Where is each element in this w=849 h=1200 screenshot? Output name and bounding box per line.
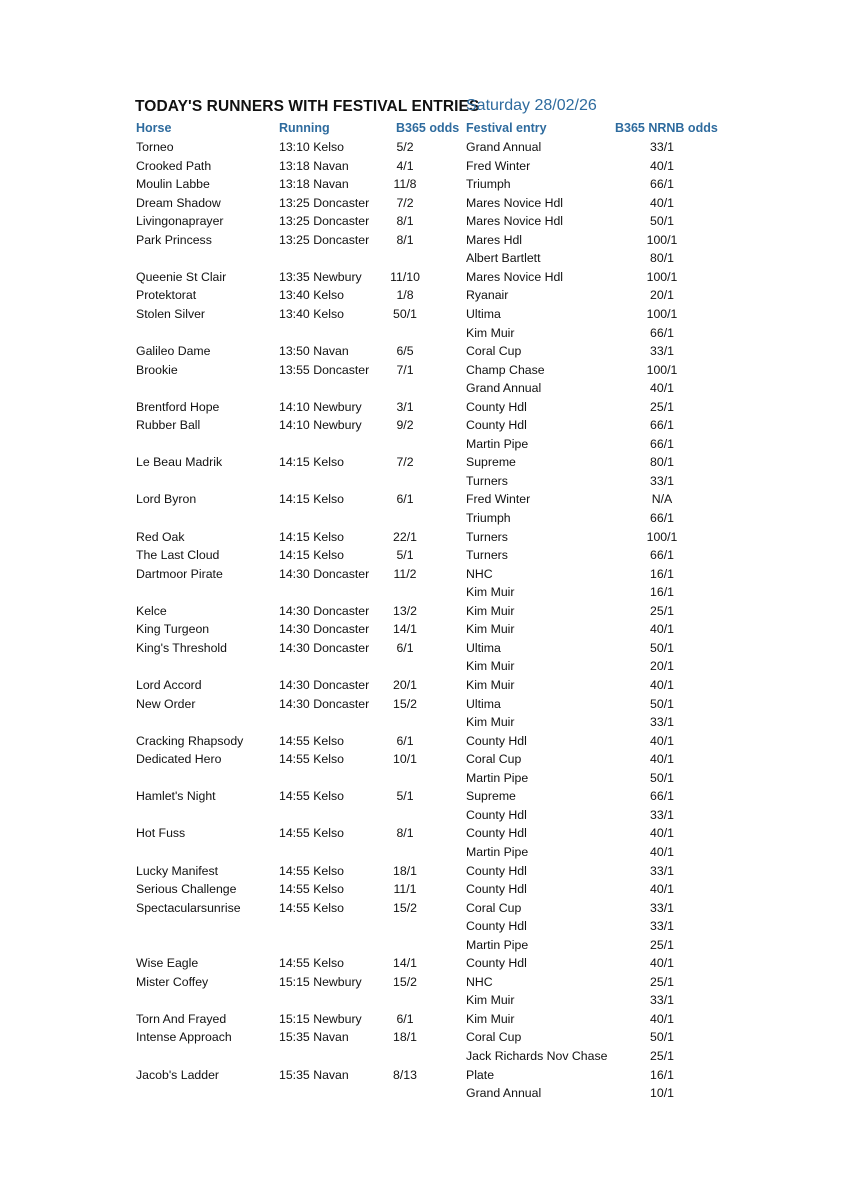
festival-entry: Kim Muir	[466, 603, 515, 618]
festival-entry: Grand Annual	[466, 1086, 542, 1101]
table-row	[0, 305, 849, 324]
b365-odds: 50/1	[393, 307, 417, 321]
table-row	[0, 416, 849, 435]
table-row	[0, 732, 849, 751]
nrnb-odds: 25/1	[650, 399, 674, 414]
festival-entry: Albert Bartlett	[466, 251, 541, 266]
race-time: 14:55 Kelso	[279, 863, 344, 878]
table-row	[0, 453, 849, 472]
b365-odds: 7/2	[396, 455, 414, 470]
nrnb-odds: 100/1	[646, 362, 678, 377]
nrnb-odds: 66/1	[650, 418, 674, 433]
horse-name: Hot Fuss	[136, 826, 186, 841]
festival-entry: Kim Muir	[466, 678, 515, 692]
horse-name: Moulin Labbe	[136, 177, 210, 192]
table-row	[0, 936, 849, 955]
nrnb-odds: 16/1	[650, 585, 674, 600]
header-horse: Horse	[136, 121, 172, 135]
race-time: 13:35 Newbury	[279, 269, 362, 284]
horse-name: Le Beau Madrik	[136, 455, 223, 470]
festival-entry: Ultima	[466, 307, 501, 321]
festival-entry: Triumph	[466, 511, 511, 525]
festival-entry: Ryanair	[466, 288, 509, 303]
race-time: 14:55 Kelso	[279, 882, 344, 896]
table-row	[0, 750, 849, 769]
festival-entry: Supreme	[466, 455, 516, 470]
table-row	[0, 1028, 849, 1047]
horse-name: Intense Approach	[136, 1030, 232, 1045]
table-row	[0, 620, 849, 639]
table-row	[0, 398, 849, 417]
festival-entry: Grand Annual	[466, 140, 542, 154]
festival-entry: Kim Muir	[466, 622, 515, 637]
festival-entry: Supreme	[466, 789, 516, 804]
page-title: TODAY'S RUNNERS WITH FESTIVAL ENTRIES	[135, 98, 480, 115]
b365-odds: 14/1	[393, 622, 417, 637]
nrnb-odds: 33/1	[650, 473, 674, 488]
horse-name: Red Oak	[136, 529, 185, 544]
nrnb-odds: 66/1	[650, 789, 674, 804]
table-row	[0, 602, 849, 621]
nrnb-odds: 20/1	[650, 288, 674, 303]
festival-entry: Kim Muir	[466, 1011, 515, 1026]
festival-entry: Mares Novice Hdl	[466, 269, 564, 284]
nrnb-odds: 40/1	[650, 678, 674, 692]
race-time: 14:55 Kelso	[279, 956, 344, 971]
table-row	[0, 546, 849, 565]
horse-name: Wise Eagle	[136, 956, 199, 971]
race-time: 13:40 Kelso	[279, 307, 344, 321]
b365-odds: 9/2	[396, 418, 414, 433]
b365-odds: 5/2	[396, 140, 414, 154]
nrnb-odds: 16/1	[650, 566, 674, 581]
nrnb-odds: 25/1	[650, 974, 674, 989]
nrnb-odds: 50/1	[650, 696, 674, 711]
b365-odds: 11/1	[393, 882, 417, 896]
race-time: 14:55 Kelso	[279, 752, 344, 767]
race-time: 14:30 Doncaster	[279, 603, 370, 618]
race-time: 14:55 Kelso	[279, 826, 344, 841]
table-row	[0, 138, 849, 157]
nrnb-odds: 40/1	[650, 1011, 674, 1026]
horse-name: Hamlet's Night	[136, 789, 216, 804]
race-time: 14:30 Doncaster	[279, 566, 370, 581]
table-row	[0, 324, 849, 343]
nrnb-odds: 100/1	[646, 269, 678, 284]
nrnb-odds: 100/1	[646, 529, 678, 544]
race-time: 14:55 Kelso	[279, 900, 344, 915]
b365-odds: 11/10	[390, 269, 420, 284]
festival-entry: Martin Pipe	[466, 844, 529, 859]
horse-name: Galileo Dame	[136, 344, 211, 359]
festival-entry: County Hdl	[466, 919, 527, 934]
festival-entry: Turners	[466, 529, 508, 544]
race-time: 13:25 Doncaster	[279, 195, 370, 210]
table-row	[0, 157, 849, 176]
nrnb-odds: 50/1	[650, 640, 674, 655]
race-time: 13:55 Doncaster	[279, 362, 370, 377]
festival-entry: Coral Cup	[466, 1030, 522, 1045]
b365-odds: 5/1	[396, 789, 414, 804]
table-row	[0, 212, 849, 231]
b365-odds: 8/1	[396, 826, 414, 841]
table-row	[0, 899, 849, 918]
table-row	[0, 917, 849, 936]
race-time: 14:15 Kelso	[279, 492, 344, 507]
page-date: Saturday 28/02/26	[466, 97, 597, 114]
horse-name: Lucky Manifest	[136, 863, 219, 878]
table-row	[0, 843, 849, 862]
table-row	[0, 472, 849, 491]
b365-odds: 4/1	[396, 158, 414, 173]
horse-name: Mister Coffey	[136, 974, 209, 989]
festival-entry: Coral Cup	[466, 344, 522, 359]
nrnb-odds: 40/1	[650, 733, 674, 748]
table-row	[0, 954, 849, 973]
b365-odds: 18/1	[393, 863, 417, 878]
festival-entry: County Hdl	[466, 807, 527, 822]
race-time: 15:15 Newbury	[279, 974, 362, 989]
festival-entry: Mares Novice Hdl	[466, 214, 564, 229]
race-time: 15:15 Newbury	[279, 1011, 362, 1026]
horse-name: Kelce	[136, 603, 167, 618]
race-time: 13:18 Navan	[279, 177, 349, 192]
b365-odds: 8/1	[396, 232, 414, 247]
horse-name: Crooked Path	[136, 158, 212, 173]
table-row	[0, 676, 849, 695]
table-row	[0, 787, 849, 806]
nrnb-odds: 40/1	[650, 956, 674, 971]
header-running: Running	[279, 121, 330, 135]
table-row	[0, 1047, 849, 1066]
horse-name: Spectacularsunrise	[136, 900, 241, 915]
horse-name: The Last Cloud	[136, 548, 220, 563]
festival-entry: Kim Muir	[466, 715, 515, 730]
b365-odds: 8/1	[396, 214, 414, 229]
nrnb-odds: 25/1	[650, 1049, 674, 1063]
horse-name: Livingonaprayer	[136, 214, 224, 229]
festival-entry: Fred Winter	[466, 492, 531, 507]
table-row	[0, 490, 849, 509]
table-row	[0, 695, 849, 714]
horse-name: Jacob's Ladder	[136, 1067, 220, 1082]
b365-odds: 13/2	[393, 603, 417, 618]
horse-name: Protektorat	[136, 288, 197, 303]
table-row	[0, 509, 849, 528]
horse-name: Lord Accord	[136, 678, 202, 692]
race-time: 14:15 Kelso	[279, 455, 344, 470]
nrnb-odds: 50/1	[650, 770, 674, 785]
table-row	[0, 862, 849, 881]
festival-entry: Triumph	[466, 177, 511, 192]
nrnb-odds: 80/1	[650, 455, 674, 470]
table-row	[0, 713, 849, 732]
horse-name: Stolen Silver	[136, 307, 206, 321]
horse-name: Park Princess	[136, 232, 212, 247]
nrnb-odds: 33/1	[650, 993, 674, 1008]
nrnb-odds: 80/1	[650, 251, 674, 266]
nrnb-odds: 50/1	[650, 1030, 674, 1045]
table-row	[0, 175, 849, 194]
festival-entry: County Hdl	[466, 882, 527, 896]
race-time: 14:10 Newbury	[279, 418, 362, 433]
nrnb-odds: 33/1	[650, 715, 674, 730]
race-time: 13:25 Doncaster	[279, 214, 370, 229]
nrnb-odds: 40/1	[650, 882, 674, 896]
table-row	[0, 769, 849, 788]
race-time: 14:55 Kelso	[279, 789, 344, 804]
b365-odds: 11/2	[393, 566, 417, 581]
festival-entry: Grand Annual	[466, 381, 542, 396]
nrnb-odds: 40/1	[650, 826, 674, 841]
nrnb-odds: 100/1	[646, 307, 678, 321]
table-row	[0, 435, 849, 454]
table-row	[0, 268, 849, 287]
nrnb-odds: 66/1	[650, 177, 674, 192]
b365-odds: 6/1	[396, 733, 414, 748]
race-time: 13:25 Doncaster	[279, 232, 370, 247]
festival-entry: Martin Pipe	[466, 436, 529, 451]
race-time: 14:30 Doncaster	[279, 622, 370, 637]
festival-entry: NHC	[466, 566, 493, 581]
race-time: 13:50 Navan	[279, 344, 349, 359]
nrnb-odds: 25/1	[650, 937, 674, 952]
horse-name: Rubber Ball	[136, 418, 201, 433]
festival-entry: Martin Pipe	[466, 770, 529, 785]
race-time: 15:35 Navan	[279, 1030, 349, 1045]
festival-entry: Plate	[466, 1067, 495, 1082]
horse-name: Brentford Hope	[136, 399, 220, 414]
race-time: 14:15 Kelso	[279, 529, 344, 544]
horse-name: Cracking Rhapsody	[136, 733, 244, 748]
festival-entry: Ultima	[466, 696, 501, 711]
nrnb-odds: 33/1	[650, 863, 674, 878]
nrnb-odds: 40/1	[650, 752, 674, 767]
b365-odds: 10/1	[393, 752, 417, 767]
nrnb-odds: 33/1	[650, 900, 674, 915]
race-time: 14:30 Doncaster	[279, 696, 370, 711]
b365-odds: 7/2	[396, 195, 414, 210]
b365-odds: 3/1	[396, 399, 414, 414]
table-row	[0, 342, 849, 361]
festival-entry: County Hdl	[466, 826, 527, 841]
b365-odds: 20/1	[393, 678, 417, 692]
festival-entry: Mares Hdl	[466, 232, 523, 247]
nrnb-odds: 66/1	[650, 548, 674, 563]
table-row	[0, 194, 849, 213]
b365-odds: 11/8	[393, 177, 417, 192]
horse-name: Serious Challenge	[136, 882, 237, 896]
table-row	[0, 639, 849, 658]
table-row	[0, 991, 849, 1010]
table-row	[0, 231, 849, 250]
horse-name: King's Threshold	[136, 640, 227, 655]
nrnb-odds: 40/1	[650, 195, 674, 210]
race-time: 14:15 Kelso	[279, 548, 344, 563]
festival-entry: Jack Richards Nov Chase	[466, 1049, 608, 1063]
table-row	[0, 1010, 849, 1029]
b365-odds: 8/13	[393, 1067, 417, 1082]
race-time: 13:10 Kelso	[279, 140, 344, 154]
festival-entry: Coral Cup	[466, 900, 522, 915]
race-time: 14:10 Newbury	[279, 399, 362, 414]
nrnb-odds: 40/1	[650, 622, 674, 637]
festival-entry: Fred Winter	[466, 158, 531, 173]
header-b365-odds: B365 odds	[396, 121, 460, 135]
nrnb-odds: 33/1	[650, 807, 674, 822]
nrnb-odds: 40/1	[650, 844, 674, 859]
horse-name: Lord Byron	[136, 492, 197, 507]
nrnb-odds: 16/1	[650, 1067, 674, 1082]
horse-name: King Turgeon	[136, 622, 210, 637]
nrnb-odds: 10/1	[650, 1086, 674, 1101]
festival-entry: County Hdl	[466, 956, 527, 971]
festival-entry: Kim Muir	[466, 325, 515, 340]
festival-entry: County Hdl	[466, 418, 527, 433]
table-row	[0, 565, 849, 584]
table-row	[0, 361, 849, 380]
race-time: 13:18 Navan	[279, 158, 349, 173]
race-time: 15:35 Navan	[279, 1067, 349, 1082]
festival-entry: Mares Novice Hdl	[466, 195, 564, 210]
nrnb-odds: 66/1	[650, 436, 674, 451]
race-time: 13:40 Kelso	[279, 288, 344, 303]
b365-odds: 1/8	[396, 288, 414, 303]
horse-name: Queenie St Clair	[136, 269, 227, 284]
festival-entry: NHC	[466, 974, 493, 989]
nrnb-odds: 33/1	[650, 140, 674, 154]
b365-odds: 6/1	[396, 492, 414, 507]
nrnb-odds: 25/1	[650, 603, 674, 618]
b365-odds: 6/1	[396, 640, 414, 655]
nrnb-odds: 20/1	[650, 659, 674, 674]
table-row	[0, 1084, 849, 1103]
table-row	[0, 824, 849, 843]
festival-entry: Coral Cup	[466, 752, 522, 767]
race-time: 14:30 Doncaster	[279, 678, 370, 692]
festival-entry: Turners	[466, 473, 508, 488]
b365-odds: 15/2	[393, 696, 417, 711]
table-row	[0, 1066, 849, 1085]
festival-entry: Kim Muir	[466, 993, 515, 1008]
table-row	[0, 528, 849, 547]
b365-odds: 7/1	[396, 362, 414, 377]
horse-name: Brookie	[136, 362, 178, 377]
festival-entry: County Hdl	[466, 863, 527, 878]
festival-entry: County Hdl	[466, 399, 527, 414]
nrnb-odds: 100/1	[646, 232, 678, 247]
header-festival-entry: Festival entry	[466, 121, 547, 135]
nrnb-odds: 50/1	[650, 214, 674, 229]
nrnb-odds: N/A	[651, 492, 673, 507]
table-row	[0, 973, 849, 992]
race-time: 14:30 Doncaster	[279, 640, 370, 655]
header-b365-nrnb-odds: B365 NRNB odds	[615, 121, 718, 135]
b365-odds: 18/1	[393, 1030, 417, 1045]
b365-odds: 5/1	[396, 548, 414, 563]
festival-entry: Turners	[466, 548, 508, 563]
festival-entry: Ultima	[466, 640, 501, 655]
table-row	[0, 657, 849, 676]
festival-entry: Kim Muir	[466, 659, 515, 674]
nrnb-odds: 33/1	[650, 344, 674, 359]
table-row	[0, 286, 849, 305]
table-row	[0, 806, 849, 825]
horse-name: Torn And Frayed	[136, 1011, 227, 1026]
nrnb-odds: 33/1	[650, 919, 674, 934]
table-row	[0, 379, 849, 398]
b365-odds: 15/2	[393, 974, 417, 989]
b365-odds: 22/1	[393, 529, 417, 544]
festival-entry: Kim Muir	[466, 585, 515, 600]
horse-name: Dedicated Hero	[136, 752, 222, 767]
horse-name: Torneo	[136, 140, 174, 154]
table-row	[0, 583, 849, 602]
horse-name: New Order	[136, 696, 196, 711]
race-time: 14:55 Kelso	[279, 733, 344, 748]
b365-odds: 15/2	[393, 900, 417, 915]
festival-entry: Martin Pipe	[466, 937, 529, 952]
table-row	[0, 249, 849, 268]
b365-odds: 14/1	[393, 956, 417, 971]
nrnb-odds: 40/1	[650, 158, 674, 173]
nrnb-odds: 40/1	[650, 381, 674, 396]
horse-name: Dream Shadow	[136, 195, 221, 210]
nrnb-odds: 66/1	[650, 325, 674, 340]
b365-odds: 6/1	[396, 1011, 414, 1026]
festival-entry: County Hdl	[466, 733, 527, 748]
table-row	[0, 880, 849, 899]
festival-entry: Champ Chase	[466, 362, 545, 377]
b365-odds: 6/5	[396, 344, 414, 359]
nrnb-odds: 66/1	[650, 511, 674, 525]
horse-name: Dartmoor Pirate	[136, 566, 223, 581]
